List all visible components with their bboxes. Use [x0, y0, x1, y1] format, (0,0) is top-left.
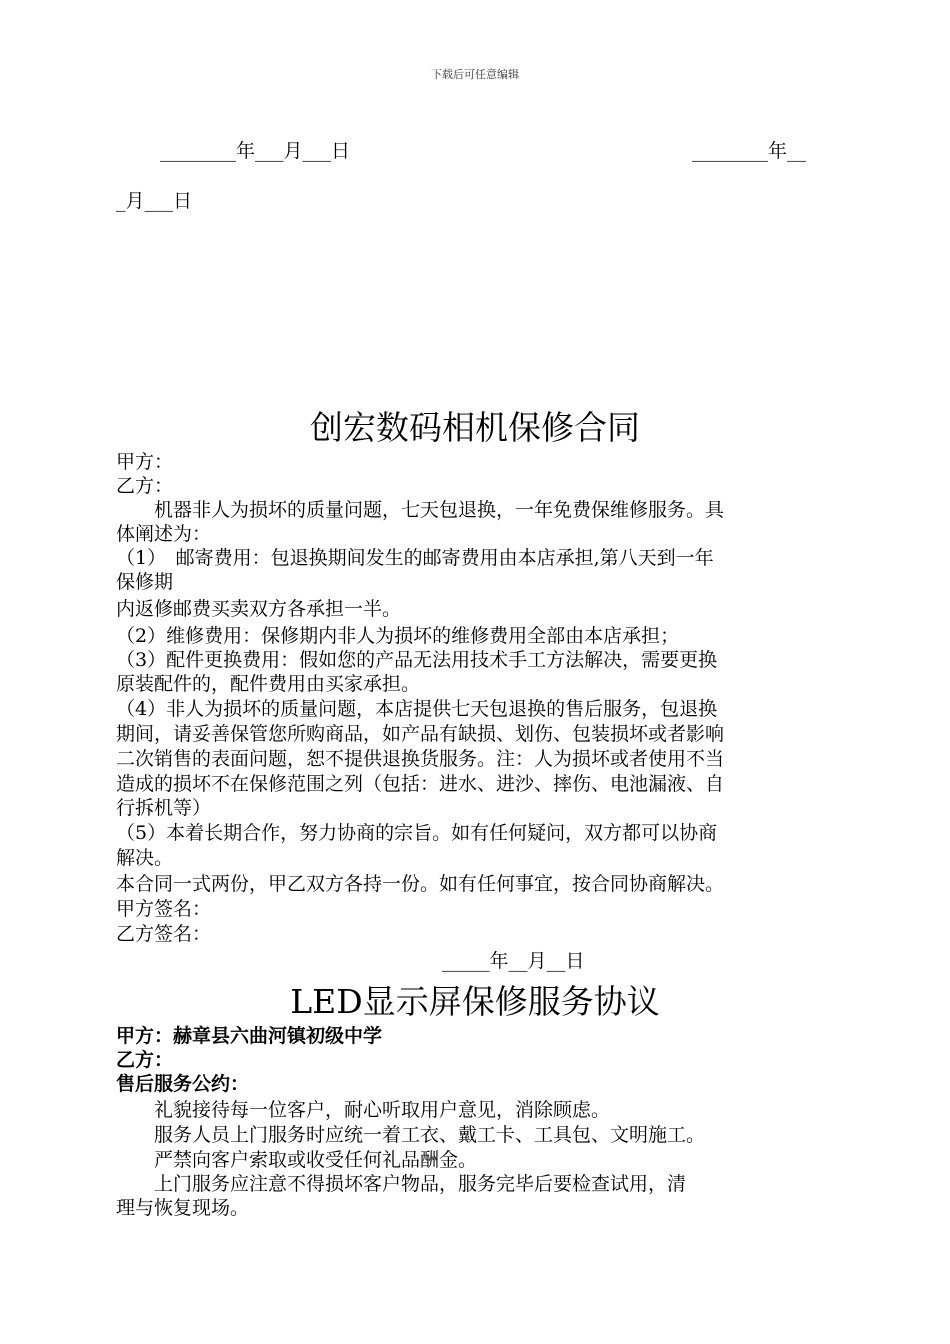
party-a: 甲方：赫章县六曲河镇初级中学	[116, 1025, 383, 1047]
date-line-right: ________年__	[692, 140, 807, 162]
contract-line: 内返修邮费买卖双方各承担一半。	[116, 598, 402, 620]
contract-line: （1） 邮寄费用：包退换期间发生的邮寄费用由本店承担,第八天到一年	[116, 547, 714, 569]
contract-line: （2）维修费用：保修期内非人为损坏的维修费用全部由本店承担；	[116, 625, 680, 647]
agreement-line: 上门服务应注意不得损坏客户物品，服务完毕后要检查试用，清	[116, 1173, 687, 1195]
agreement-line: 理与恢复现场。	[116, 1197, 250, 1219]
contract-line: 造成的损坏不在保修范围之列（包括：进水、进沙、摔伤、电池漏液、自	[116, 773, 725, 795]
party-b: 乙方：	[116, 1049, 174, 1071]
signature-line: 乙方签名：	[116, 923, 212, 945]
contract-line: （4）非人为损坏的质量问题，本店提供七天包退换的售后服务，包退换	[116, 698, 718, 720]
agreement-title: LED显示屏保修服务协议	[290, 982, 660, 1021]
section-heading: 售后服务公约：	[116, 1073, 250, 1095]
contract-line: 原装配件的，配件费用由买家承担。	[116, 673, 421, 695]
contract-line: 保修期	[116, 571, 174, 593]
agreement-line: 服务人员上门服务时应统一着工衣、戴工卡、工具包、文明施工。	[116, 1124, 706, 1146]
contract-line: 甲方：	[116, 451, 174, 473]
contract-line: 体阐述为：	[116, 523, 212, 545]
date-line-left: ________年___月___日	[160, 140, 351, 162]
contract-line: 行拆机等）	[116, 797, 212, 819]
contract-date: _____年__月__日	[442, 950, 585, 972]
date-line-continuation: _月___日	[116, 190, 193, 212]
contract-line: 乙方：	[116, 475, 174, 497]
agreement-line: 严禁向客户索取或收受任何礼品酬金。	[116, 1149, 478, 1171]
contract-line: 期间，请妥善保管您所购商品，如产品有缺损、划伤、包装损坏或者影响	[116, 723, 725, 745]
contract-line: 二次销售的表面问题，恕不提供退换货服务。注：人为损坏或者使用不当	[116, 748, 725, 770]
contract-line: （5）本着长期合作，努力协商的宗旨。如有任何疑问，双方都可以协商	[116, 822, 718, 844]
contract-title: 创宏数码相机保修合同	[310, 408, 640, 447]
contract-line: （3）配件更换费用：假如您的产品无法用技术手工方法解决，需要更换	[116, 649, 718, 671]
header-note: 下载后可任意编辑	[431, 68, 519, 81]
agreement-line: 礼貌接待每一位客户，耐心听取用户意见，消除顾虑。	[116, 1099, 611, 1121]
signature-line: 甲方签名：	[116, 898, 212, 920]
contract-line: 机器非人为损坏的质量问题，七天包退换，一年免费保维修服务。具	[116, 499, 725, 521]
contract-line: 解决。	[116, 847, 174, 869]
contract-line: 本合同一式两份，甲乙双方各持一份。如有任何事宜，按合同协商解决。	[116, 873, 725, 895]
